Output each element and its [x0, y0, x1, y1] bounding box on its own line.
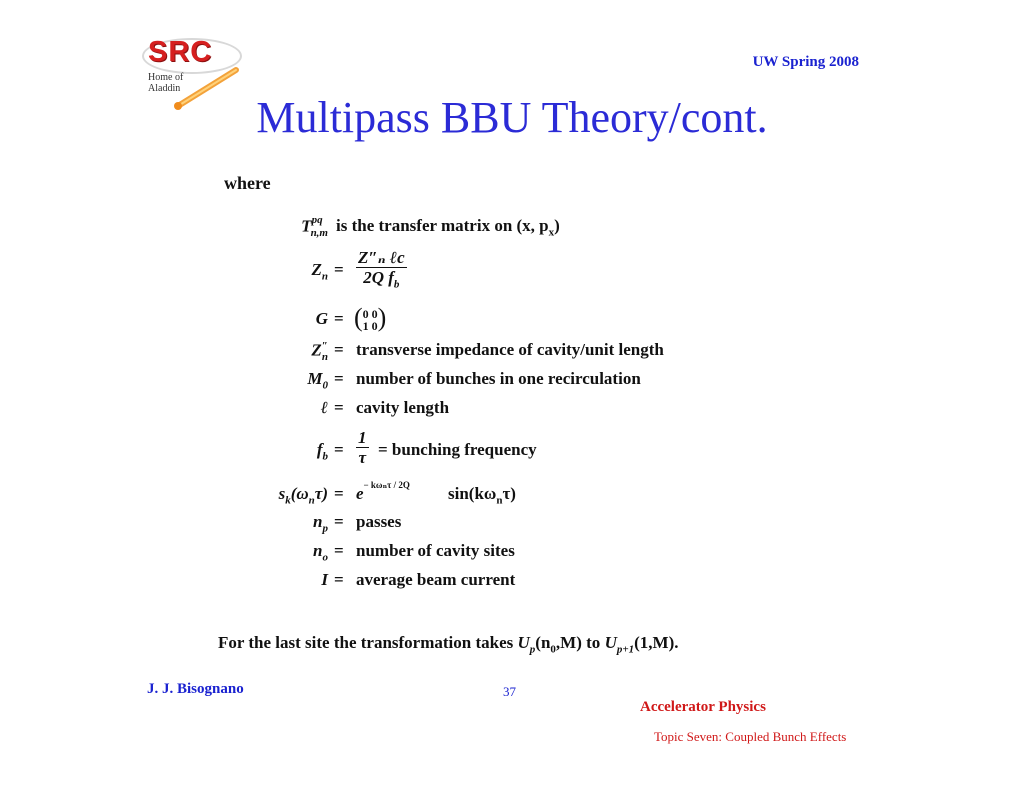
matrix-row-bottom: 1 0 — [362, 319, 378, 334]
author-name: J. J. Bisognano — [147, 681, 244, 697]
definition-symbol: $s_k(\omega_n\tau)$ — [278, 484, 328, 507]
definition-symbol: $Z''_n$ — [311, 340, 328, 364]
topic-label: Topic Seven: Coupled Bunch Effects — [654, 729, 847, 744]
definition-text: average beam current — [356, 570, 516, 589]
definition-row — [200, 248, 700, 294]
definition-row — [200, 216, 700, 244]
equals-sign: = — [334, 260, 344, 279]
definition-row — [200, 340, 760, 364]
fraction — [356, 248, 407, 294]
exponential: $e^{- k\omega_n\tau / 2Q}$ — [356, 480, 410, 503]
definition-text: transverse impedance of cavity/unit length — [356, 340, 664, 359]
definition-row — [200, 303, 700, 335]
equals-sign: = — [334, 570, 344, 589]
definition-symbol: G — [315, 309, 328, 328]
definition-text: $\sin(k\omega_n\tau)$ — [448, 484, 516, 507]
definition-symbol: $n_o$ — [313, 541, 328, 564]
equals-sign: = — [334, 398, 344, 417]
logo-tagline-line2: Aladdin — [148, 83, 181, 94]
page-number: 37 — [503, 684, 516, 699]
definition-text: passes — [356, 512, 402, 531]
definition-row — [200, 478, 760, 510]
definition-text: is the transfer matrix on (x, $p_x$) — [336, 216, 560, 239]
logo-brand: SRC — [148, 36, 213, 68]
fraction — [356, 428, 369, 467]
page-title: Multipass BBU Theory/cont. — [256, 93, 768, 142]
definition-symbol: $n_p$ — [313, 512, 328, 535]
equals-sign: = — [334, 309, 344, 328]
fraction-denominator: τ — [358, 448, 367, 467]
fraction-denominator: 2Q $f_b$ — [363, 268, 400, 291]
exponent: − kωₙτ / 2Q — [363, 480, 410, 491]
equals-sign: = — [334, 512, 344, 531]
definition-text: number of bunches in one recirculation — [356, 369, 641, 388]
definition-row — [200, 398, 760, 422]
where-label: where — [224, 173, 271, 193]
equals-sign: = — [334, 440, 344, 459]
equals-sign: = — [334, 340, 344, 359]
definition-row — [200, 512, 760, 536]
equals-sign: = — [334, 541, 344, 560]
definition-row — [200, 369, 760, 393]
definition-symbol: $Z_n$ — [311, 260, 328, 283]
definition-symbol: $M_0$ — [307, 369, 328, 392]
course-name: Accelerator Physics — [640, 699, 766, 715]
definition-text: = bunching frequency — [378, 440, 537, 459]
equals-sign: = — [334, 484, 344, 503]
last-site-sentence: For the last site the transformation takes $U_p(n_0,M)$ to $U_{p+1}(1,M)$. — [218, 633, 679, 656]
logo-tagline-line1: Home of — [148, 72, 184, 83]
fraction-numerator: Z″ₙ ℓc — [358, 248, 405, 267]
definition-symbol: $T^{pq}_{n,m}$ — [301, 214, 328, 240]
term-label: UW Spring 2008 — [752, 54, 859, 70]
definition-text: cavity length — [356, 398, 450, 417]
definition-row — [200, 570, 760, 594]
matrix: ( 0 0 1 0 ) — [354, 303, 387, 334]
definition-row — [200, 541, 760, 565]
definition-row — [200, 428, 760, 472]
matrix-row-top: 0 0 — [362, 307, 378, 322]
definition-symbol: I — [321, 570, 328, 589]
fraction-numerator: 1 — [358, 428, 367, 447]
definition-symbol: $f_b$ — [316, 440, 328, 463]
definition-text: number of cavity sites — [356, 541, 515, 560]
definition-symbol: ℓ — [320, 398, 328, 417]
equals-sign: = — [334, 369, 344, 388]
